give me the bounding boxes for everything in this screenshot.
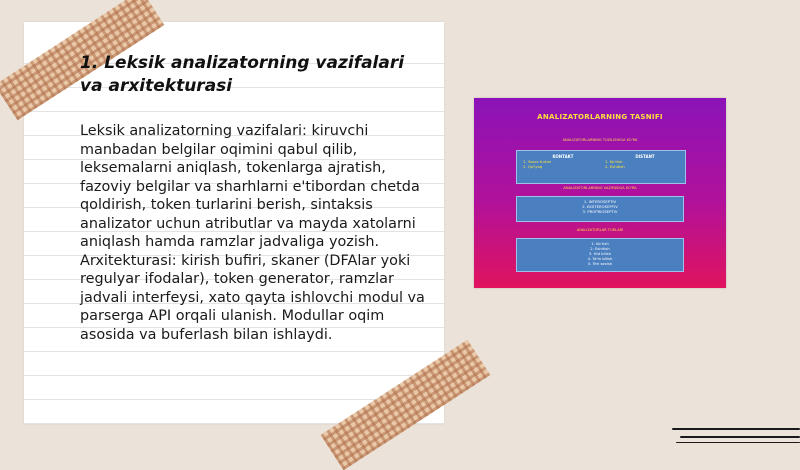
- image-title: ANALIZATORLARNING TASNIFI: [537, 113, 663, 121]
- classification-image: [474, 98, 726, 288]
- type-item: 2. Eshitish: [590, 246, 610, 251]
- image-caption-types: ANALIZATORLAR TURLARI: [576, 228, 624, 232]
- type-item: 3. Hid bilish: [588, 251, 612, 256]
- contact-column: [523, 154, 603, 169]
- function-item: 1. INTEROSEPTIV: [583, 199, 617, 204]
- types-box: [516, 238, 684, 272]
- distant-column: [605, 154, 685, 169]
- decorative-line: [676, 442, 800, 443]
- image-caption-function: ANALIZATORLARNING VAZIFASIGA KO'RA: [563, 186, 637, 190]
- contact-item: 2. Qo'lyoq: [523, 164, 543, 169]
- function-item: 3. PROPRIOSEPTIV: [582, 209, 618, 214]
- decorative-line: [680, 436, 800, 438]
- distant-item: 2. Eshitish: [605, 164, 625, 169]
- slide-body-text: Leksik analizatorning vazifalari: kiruvchi manbadan belgilar oqimini qabul qilib, leksemalarni aniqlash, tokenlarga ajratish, fazoviy belgilar va sharhlarni e'tibordan chetda qoldirish, token turlarini berish, sintaksis analizator uchun atributlar va mayda xatolarni aniqlash hamda ramzlar jadvaliga yozish. Arxitekturasi: kirish bufiri, skaner (DFAlar yoki regulyar ifodalar), token generator, ramzlar jadvali interfeysi, xato qayta ishlovchi modul va parserga API orqali ulanish. Modullar oqim asosida va buferlash bilan ishlaydi.: [80, 123, 425, 343]
- type-item: 1. Ko'rish: [591, 241, 609, 246]
- function-item: 2. EKSTEROSEPTIV: [582, 204, 618, 209]
- contact-item: 1. Yozuv turlari: [523, 159, 552, 164]
- type-item: 5. Teri sezish: [587, 261, 613, 266]
- type-item: 4. Ta'm bilish: [587, 256, 613, 261]
- contact-header: KONTAKT: [552, 154, 574, 159]
- contact-distant-box: [516, 150, 686, 184]
- distant-item: 1. Ko'rish: [605, 159, 623, 164]
- decorative-line: [672, 428, 800, 430]
- image-caption-structure: ANALIZATORLARNING TUZILISHIGA KO'RA: [562, 138, 638, 142]
- distant-header: DISTANT: [635, 154, 655, 159]
- slide-title: 1. Leksik analizatorning vazifalari va arxitekturasi: [80, 53, 405, 96]
- function-box: [516, 196, 684, 222]
